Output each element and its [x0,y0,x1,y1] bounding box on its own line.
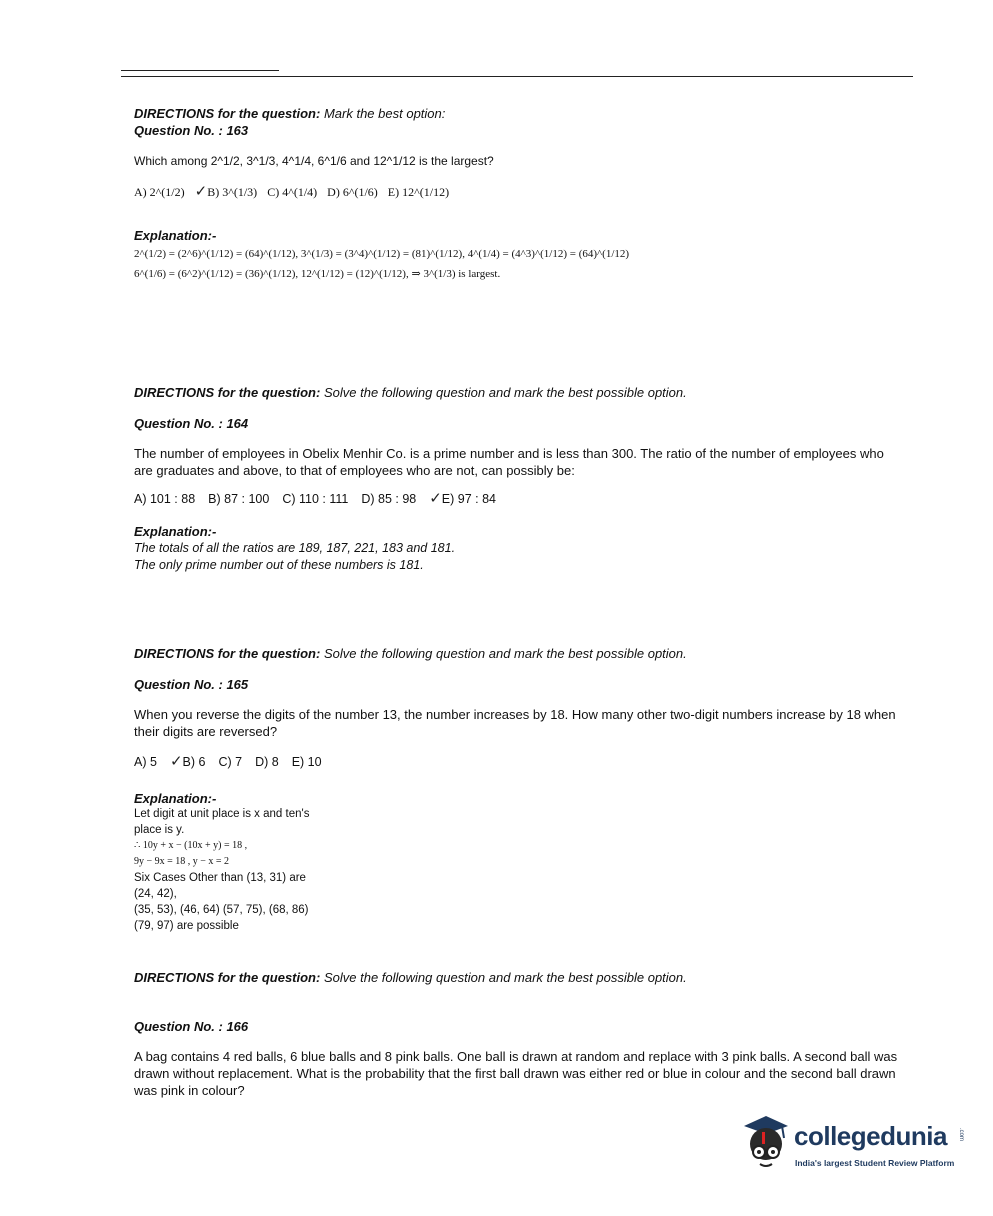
logo-tagline: India's largest Student Review Platform [795,1158,955,1168]
explanation-line: (79, 97) are possible [134,920,239,932]
question-163-block [134,105,899,284]
explanation-heading: Explanation:- [134,524,217,539]
explanation-line: ∴ 10y + x − (10x + y) = 18 , [134,840,248,851]
option-e[interactable]: E) 12^(1/12) [387,185,450,199]
question-text: A bag contains 4 red balls, 6 blue balls and 8 pink balls. One ball is drawn at random and replace with 3 pink balls. A second ball was drawn without replacement. What is the probability that the first ball drawn was either red or blue in colour and the second ball drawn was pink in colour? [134,1049,898,1098]
checkmark-icon: ✓ [194,184,208,200]
collegedunia-logo [738,1112,968,1182]
options [134,489,899,507]
header-rule-long [121,76,913,77]
options [134,752,899,770]
explanation-line: Let digit at unit place is x and ten's [134,808,310,820]
directions: DIRECTIONS for the question: Solve the following question and mark the best possible option. [134,385,687,400]
checkmark-icon: ✓ [169,753,183,770]
explanation-math-line-2: 6^(1/6) = (6^2)^(1/12) = (36)^(1/12), 12^(1/12) = (12)^(1/12), ⇒ 3^(1/3) is largest. [134,268,501,280]
checkmark-icon: ✓ [429,490,442,507]
option-e[interactable]: ✓E) 97 : 84 [429,490,496,507]
question-number: Question No. : 164 [134,416,249,431]
directions: DIRECTIONS for the question: Mark the best option: [134,106,446,121]
question-text: Which among 2^1/2, 3^1/3, 4^1/4, 6^1/6 and 12^1/12 is the largest? [134,154,494,168]
question-166-block [134,969,899,1099]
directions: DIRECTIONS for the question: Solve the following question and mark the best possible option. [134,646,687,661]
question-number: Question No. : 165 [134,677,249,692]
option-b[interactable]: ✓B) 6 [169,753,206,770]
option-d[interactable]: D) 8 [255,755,279,769]
option-a[interactable]: A) 2^(1/2) [134,185,185,199]
option-c[interactable]: C) 7 [218,755,243,769]
mascot-icon [738,1112,794,1172]
question-165-block [134,645,899,934]
question-number: Question No. : 166 [134,1019,249,1034]
explanation-line: The totals of all the ratios are 189, 187, 221, 183 and 181. [134,541,456,555]
question-text: When you reverse the digits of the number 13, the number increases by 18. How many other two-digit numbers increase by 18 when their digits are reversed? [134,707,896,739]
explanation-math-line-1: 2^(1/2) = (2^6)^(1/12) = (64)^(1/12), 3^(1/3) = (3^4)^(1/12) = (81)^(1/12), 4^(1/4) = (4^3)^(1/12) = (64)^(1/12) [134,248,630,260]
option-d[interactable]: D) 6^(1/6) [327,185,378,199]
directions: DIRECTIONS for the question: Solve the following question and mark the best possible option. [134,970,687,985]
option-a[interactable]: A) 5 [134,755,157,769]
explanation-line: place is y. [134,824,185,836]
explanation-heading: Explanation:- [134,791,217,806]
explanation-line: (24, 42), [134,888,177,900]
question-number: Question No. : 163 [134,123,249,138]
option-b[interactable]: B) 87 : 100 [208,492,270,506]
option-a[interactable]: A) 101 : 88 [134,492,196,506]
option-b[interactable]: ✓B) 3^(1/3) [194,184,258,200]
option-c[interactable]: C) 4^(1/4) [267,185,318,199]
question-164-block [134,384,899,574]
option-c[interactable]: C) 110 : 111 [282,492,349,506]
explanation-line: 9y − 9x = 18 , y − x = 2 [134,856,230,867]
explanation-line: (35, 53), (46, 64) (57, 75), (68, 86) [134,904,309,916]
explanation-line: The only prime number out of these numbers is 181. [134,558,424,572]
explanation-heading: Explanation:- [134,228,217,243]
logo-com: .com [958,1128,964,1142]
option-d[interactable]: D) 85 : 98 [361,492,417,506]
header-rule-short [121,70,279,71]
option-e[interactable]: E) 10 [291,755,322,769]
options [134,182,899,201]
logo-name: collegedunia [794,1121,947,1151]
explanation-line: Six Cases Other than (13, 31) are [134,872,306,884]
question-text: The number of employees in Obelix Menhir Co. is a prime number and is less than 300. The ratio of the number of employees who are graduates and above, to that of employees who are not, can possibly be: [134,446,884,478]
